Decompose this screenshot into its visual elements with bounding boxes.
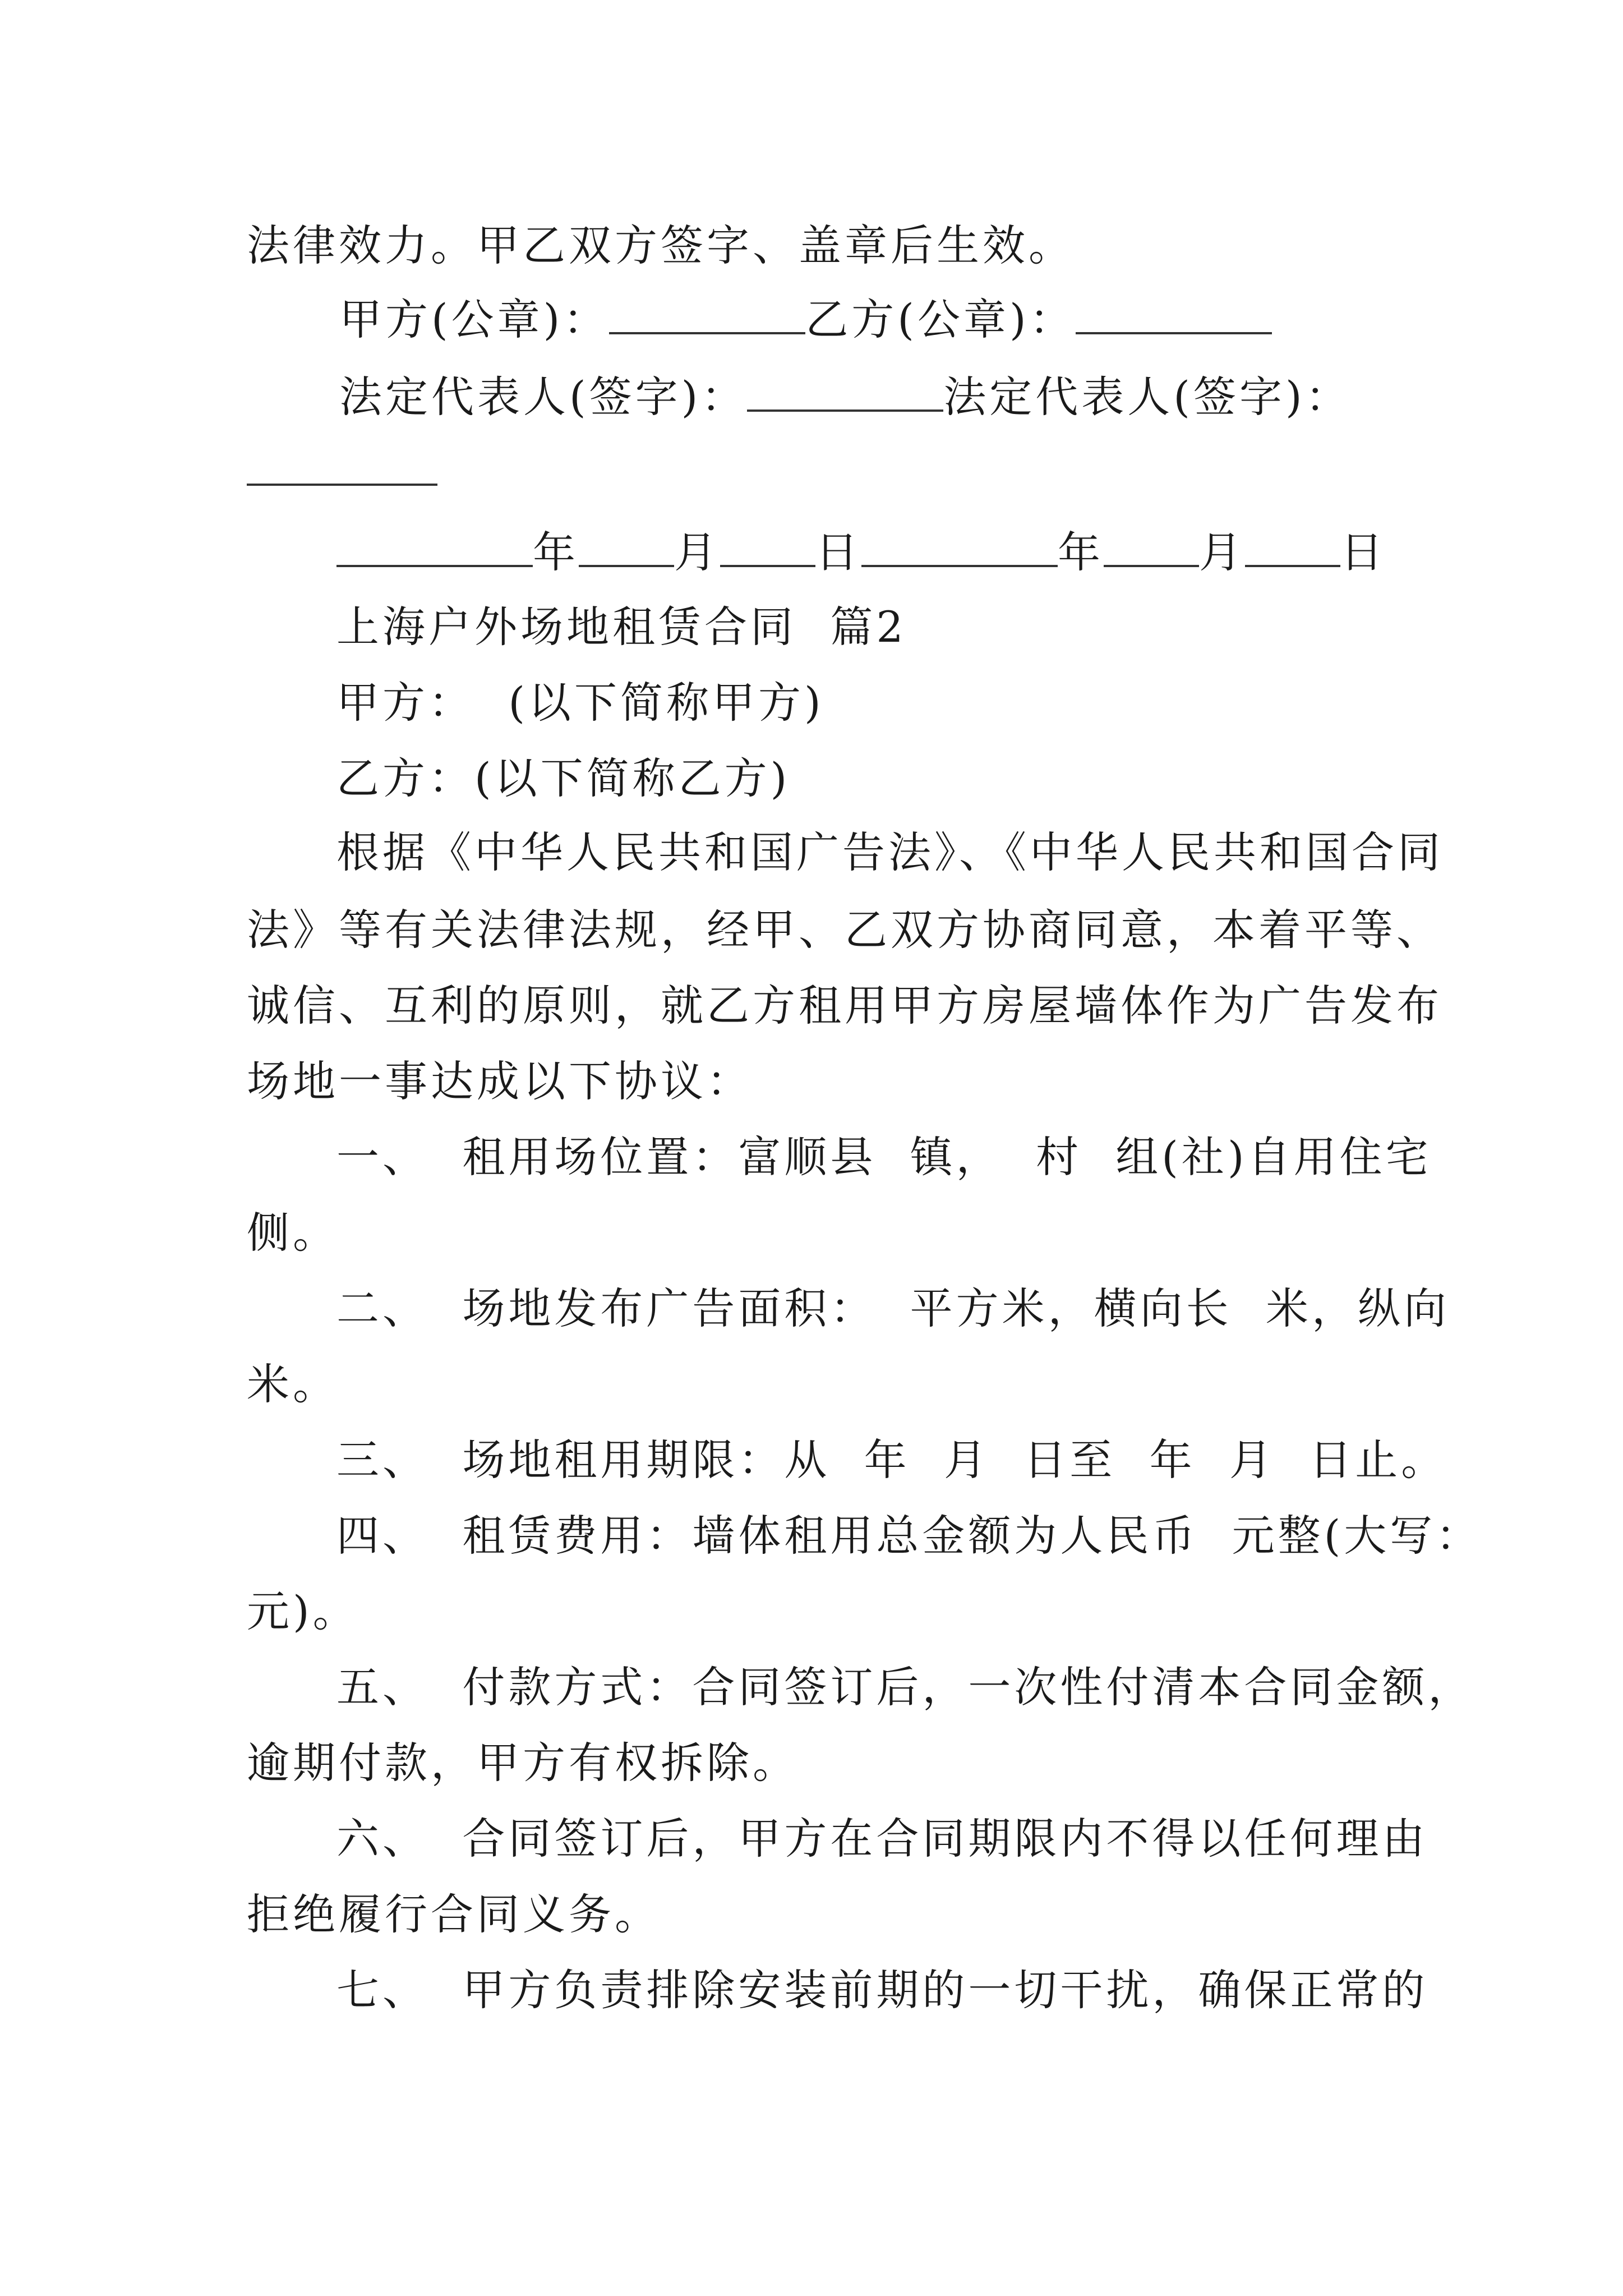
section-title: 上海户外场地租赁合同 篇2 xyxy=(336,602,907,652)
month-label: 月 xyxy=(674,527,720,577)
clause-line: 四、 租赁费用：墙体租用总金额为人民币 元整(大写： xyxy=(336,1511,1482,1561)
paragraph-line: 场地一事达成以下协议： xyxy=(247,1056,753,1106)
party-a-seal-label: 甲方(公章)： xyxy=(339,295,610,344)
blank-underline xyxy=(861,530,1058,567)
blank-underline xyxy=(720,530,815,567)
party-b-rep-label: 法定代表人(签字)： xyxy=(943,372,1352,422)
blank-underline xyxy=(609,297,805,334)
party-a-rep-label: 法定代表人(签字)： xyxy=(339,372,748,422)
blank-underline xyxy=(1245,530,1340,567)
blank-underline xyxy=(247,449,437,486)
clause-line: 逾期付款，甲方有权拆除。 xyxy=(247,1738,799,1788)
year-label: 年 xyxy=(533,527,579,577)
day-label: 日 xyxy=(1340,527,1386,577)
party-a-line: 甲方： (以下简称甲方) xyxy=(336,678,824,728)
blank-underline xyxy=(579,530,674,567)
clause-line: 六、 合同签订后，甲方在合同期限内不得以任何理由 xyxy=(336,1814,1428,1864)
blank-underline xyxy=(1076,297,1272,334)
text-line: 法律效力。甲乙双方签字、盖章后生效。 xyxy=(247,220,1075,270)
year-label: 年 xyxy=(1058,527,1104,577)
month-label: 月 xyxy=(1199,527,1245,577)
clause-line: 侧。 xyxy=(247,1208,339,1258)
paragraph-line: 根据《中华人民共和国广告法》、《中华人民共和国合同 xyxy=(336,827,1444,877)
party-b-seal-label: 乙方(公章)： xyxy=(805,295,1076,344)
clause-line: 七、 甲方负责排除安装前期的一切干扰，确保正常的 xyxy=(336,1965,1428,2015)
clause-line: 元)。 xyxy=(247,1586,359,1636)
clause-line: 米。 xyxy=(247,1359,339,1409)
blank-underline xyxy=(336,530,533,567)
blank-underline xyxy=(747,375,943,412)
party-b-line: 乙方：(以下简称乙方) xyxy=(336,753,791,803)
day-label: 日 xyxy=(815,527,861,577)
clause-line: 拒绝履行合同义务。 xyxy=(247,1889,661,1939)
blank-line xyxy=(247,449,437,493)
date-line xyxy=(336,527,1386,577)
paragraph-line: 诚信、互利的原则，就乙方租用甲方房屋墙体作为广告发布 xyxy=(247,981,1442,1030)
blank-underline xyxy=(1104,530,1199,567)
clause-line: 三、 场地租用期限：从 年 月 日至 年 月 日止。 xyxy=(336,1435,1447,1485)
clause-line: 一、 租用场位置：富顺县 镇， 村 组(社)自用住宅 xyxy=(336,1132,1432,1182)
paragraph-line: 法》等有关法律法规，经甲、乙双方协商同意，本着平等、 xyxy=(247,905,1442,955)
clause-line: 五、 付款方式：合同签订后，一次性付清本合同金额， xyxy=(336,1662,1474,1712)
signature-line-seals xyxy=(339,295,1272,344)
clause-line: 二、 场地发布广告面积： 平方米，横向长 米，纵向 xyxy=(336,1283,1450,1333)
signature-line-representatives xyxy=(339,372,1352,422)
